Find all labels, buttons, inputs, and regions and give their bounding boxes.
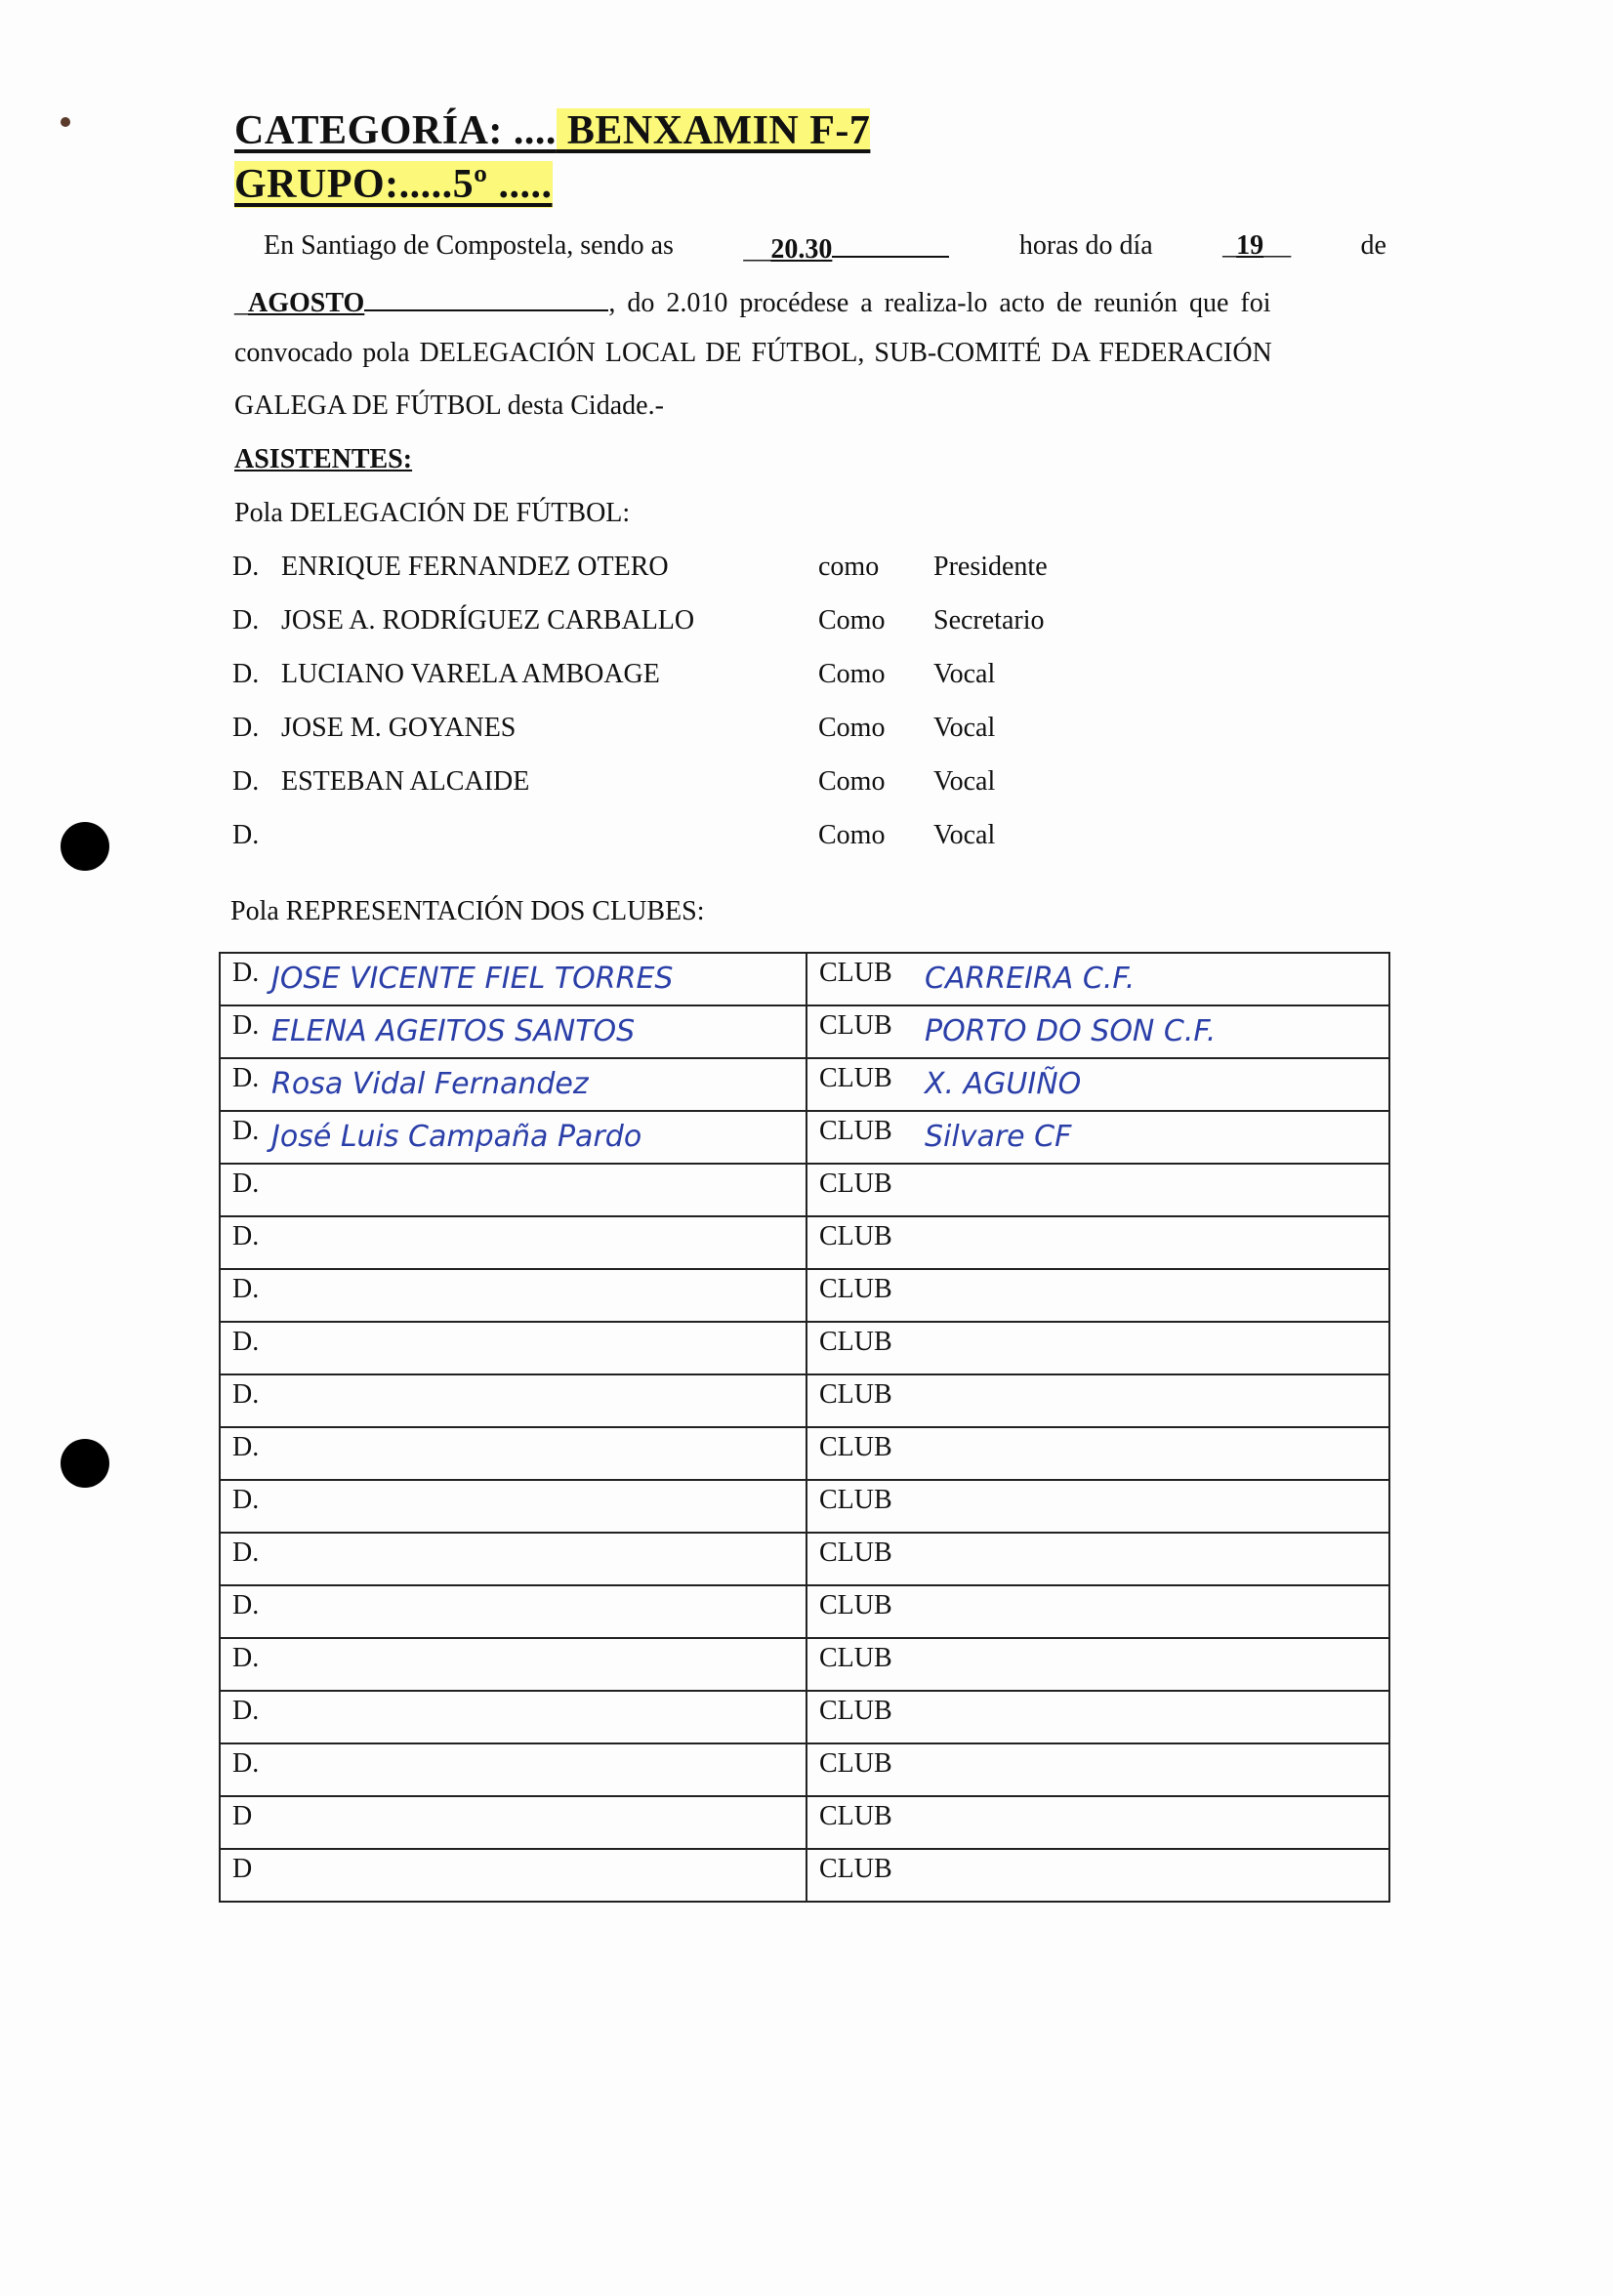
club-cell — [806, 1111, 1389, 1164]
club-label: CLUB — [819, 1801, 892, 1831]
intro-text: En Santiago de Compostela, sendo as — [264, 230, 674, 261]
club-label: CLUB — [819, 1274, 892, 1304]
clubs-table — [219, 952, 1390, 1903]
representative-name: Rosa Vidal Fernandez — [271, 1067, 589, 1101]
club-label: CLUB — [819, 1168, 892, 1199]
representative-cell — [220, 1849, 806, 1902]
club-cell — [806, 1533, 1389, 1585]
d-label: D. — [232, 1590, 260, 1620]
table-row — [220, 1691, 1389, 1743]
category-value: BENXAMIN F-7 — [556, 108, 871, 153]
table-row — [220, 1533, 1389, 1585]
club-name: PORTO DO SON C.F. — [925, 1014, 1217, 1048]
club-cell — [806, 1216, 1389, 1269]
table-row — [220, 1164, 1389, 1216]
d-label: D — [232, 1801, 253, 1831]
representative-name: José Luis Campaña Pardo — [271, 1120, 642, 1154]
club-label: CLUB — [819, 1696, 892, 1726]
club-label: CLUB — [819, 1485, 892, 1515]
punch-hole — [61, 822, 109, 871]
table-row — [220, 1374, 1389, 1427]
category-label: CATEGORÍA: .... — [234, 108, 557, 153]
club-label: CLUB — [819, 1063, 892, 1093]
member-como: Como — [818, 713, 886, 743]
table-row — [220, 1322, 1389, 1374]
member-role: Presidente — [933, 552, 1048, 582]
table-row — [220, 1269, 1389, 1322]
member-prefix: D. — [232, 820, 260, 850]
club-label: CLUB — [819, 1379, 892, 1410]
club-cell — [806, 1005, 1389, 1058]
d-label: D. — [232, 1327, 260, 1357]
representative-cell — [220, 1269, 806, 1322]
d-label: D. — [232, 1379, 260, 1410]
member-name: ESTEBAN ALCAIDE — [281, 766, 530, 797]
representative-cell — [220, 1005, 806, 1058]
d-label: D. — [232, 1696, 260, 1726]
clubes-label: Pola REPRESENTACIÓN DOS CLUBES: — [230, 896, 705, 926]
representative-name: ELENA AGEITOS SANTOS — [271, 1014, 636, 1048]
intro-line-4: GALEGA DE FÚTBOL desta Cidade.- — [234, 390, 664, 421]
club-cell — [806, 1164, 1389, 1216]
club-label: CLUB — [819, 1432, 892, 1462]
table-row — [220, 1638, 1389, 1691]
d-label: D. — [232, 958, 260, 988]
category-heading — [234, 107, 870, 154]
hour-field: __20.30 — [743, 230, 949, 266]
member-prefix: D. — [232, 766, 260, 797]
table-row — [220, 1743, 1389, 1796]
club-name: Silvare CF — [925, 1120, 1072, 1154]
intro-line-2: _AGOSTO , do 2.010 procédese a realiza-lo acto de reunión que foi — [234, 284, 1386, 319]
club-label: CLUB — [819, 1538, 892, 1568]
representative-cell — [220, 953, 806, 1005]
representative-cell — [220, 1164, 806, 1216]
member-role: Vocal — [933, 766, 996, 797]
member-como: Como — [818, 659, 886, 689]
table-row — [220, 1585, 1389, 1638]
d-label: D. — [232, 1168, 260, 1199]
representative-cell — [220, 1533, 806, 1585]
asistentes-label: ASISTENTES: — [234, 444, 413, 474]
member-prefix: D. — [232, 713, 260, 743]
club-label: CLUB — [819, 1643, 892, 1673]
representative-cell — [220, 1216, 806, 1269]
member-name: LUCIANO VARELA AMBOAGE — [281, 659, 660, 689]
club-label: CLUB — [819, 1854, 892, 1884]
representative-cell — [220, 1691, 806, 1743]
club-name: CARREIRA C.F. — [925, 962, 1136, 996]
member-name: ENRIQUE FERNANDEZ OTERO — [281, 552, 669, 582]
hour-value: 20.30 — [770, 234, 833, 265]
intro-line-3: convocado pola DELEGACIÓN LOCAL DE FÚTBOL, SUB-COMITÉ DA FEDERACIÓN — [234, 338, 1272, 368]
club-name: X. AGUIÑO — [925, 1067, 1082, 1101]
d-label: D. — [232, 1274, 260, 1304]
table-row — [220, 1005, 1389, 1058]
club-label: CLUB — [819, 1590, 892, 1620]
club-label: CLUB — [819, 1116, 892, 1146]
d-label: D. — [232, 1116, 260, 1146]
d-label: D. — [232, 1485, 260, 1515]
d-label: D. — [232, 1221, 260, 1251]
club-cell — [806, 1849, 1389, 1902]
intro-text: , do 2.010 procédese a realiza-lo acto de reunión que foi — [608, 288, 1271, 318]
punch-hole — [61, 1439, 109, 1488]
month-value: AGOSTO — [248, 288, 365, 318]
representative-cell — [220, 1638, 806, 1691]
member-role: Vocal — [933, 713, 996, 743]
table-row — [220, 1111, 1389, 1164]
d-label: D. — [232, 1748, 260, 1779]
club-label: CLUB — [819, 1010, 892, 1041]
member-name: JOSE A. RODRÍGUEZ CARBALLO — [281, 605, 695, 636]
club-cell — [806, 953, 1389, 1005]
member-prefix: D. — [232, 659, 260, 689]
d-label: D. — [232, 1432, 260, 1462]
member-como: como — [818, 552, 880, 582]
table-row — [220, 1796, 1389, 1849]
d-label: D. — [232, 1643, 260, 1673]
club-cell — [806, 1743, 1389, 1796]
representative-cell — [220, 1796, 806, 1849]
representative-cell — [220, 1058, 806, 1111]
club-cell — [806, 1480, 1389, 1533]
day-value: 19 — [1236, 230, 1264, 261]
member-role: Vocal — [933, 820, 996, 850]
club-cell — [806, 1691, 1389, 1743]
club-cell — [806, 1585, 1389, 1638]
club-label: CLUB — [819, 1221, 892, 1251]
table-row — [220, 1849, 1389, 1902]
intro-text: de — [1360, 230, 1386, 261]
delegacion-label: Pola DELEGACIÓN DE FÚTBOL: — [234, 498, 631, 528]
representative-cell — [220, 1427, 806, 1480]
d-label: D — [232, 1854, 253, 1884]
d-label: D. — [232, 1063, 260, 1093]
representative-cell — [220, 1322, 806, 1374]
representative-cell — [220, 1585, 806, 1638]
club-label: CLUB — [819, 1748, 892, 1779]
table-row — [220, 1058, 1389, 1111]
member-prefix: D. — [232, 552, 260, 582]
intro-line-1 — [234, 230, 1386, 266]
speck — [61, 117, 70, 127]
day-field: _19__ — [1222, 230, 1292, 261]
table-row — [220, 1427, 1389, 1480]
representative-cell — [220, 1480, 806, 1533]
club-cell — [806, 1374, 1389, 1427]
representative-name: JOSE VICENTE FIEL TORRES — [271, 962, 674, 996]
representative-cell — [220, 1111, 806, 1164]
table-row — [220, 1216, 1389, 1269]
club-label: CLUB — [819, 958, 892, 988]
table-row — [220, 1480, 1389, 1533]
club-cell — [806, 1638, 1389, 1691]
member-role: Secretario — [933, 605, 1045, 636]
club-cell — [806, 1427, 1389, 1480]
club-label: CLUB — [819, 1327, 892, 1357]
table-row — [220, 953, 1389, 1005]
member-como: Como — [818, 605, 886, 636]
group-heading: GRUPO:.....5º ..... — [234, 162, 553, 207]
member-role: Vocal — [933, 659, 996, 689]
intro-text: horas do día — [1018, 230, 1153, 261]
club-cell — [806, 1322, 1389, 1374]
member-como: Como — [818, 766, 886, 797]
representative-cell — [220, 1374, 806, 1427]
club-cell — [806, 1058, 1389, 1111]
representative-cell — [220, 1743, 806, 1796]
d-label: D. — [232, 1010, 260, 1041]
d-label: D. — [232, 1538, 260, 1568]
club-cell — [806, 1796, 1389, 1849]
member-name: JOSE M. GOYANES — [281, 713, 517, 743]
member-como: Como — [818, 820, 886, 850]
member-prefix: D. — [232, 605, 260, 636]
club-cell — [806, 1269, 1389, 1322]
